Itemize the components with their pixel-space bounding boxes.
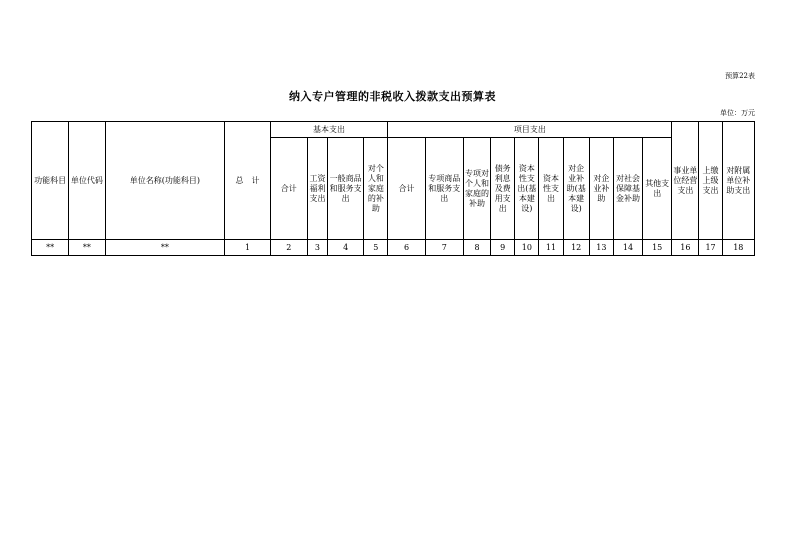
- table-cell: **: [32, 240, 69, 256]
- table-cell: 6: [388, 240, 425, 256]
- table-cell: **: [105, 240, 225, 256]
- header-special-personal-subsidy: 专项对个人和家庭的补助: [463, 138, 490, 240]
- header-business-expense: 事业单位经营支出: [672, 122, 699, 240]
- header-social-security-subsidy: 对社会保障基金补助: [613, 138, 642, 240]
- table-cell: 1: [225, 240, 270, 256]
- budget-table: [31, 121, 755, 256]
- table-cell: 5: [364, 240, 388, 256]
- table-cell: 11: [539, 240, 563, 256]
- table-cell: 4: [328, 240, 364, 256]
- unit-label: 单位：万元: [720, 109, 755, 117]
- header-basic-group: 基本支出: [270, 122, 388, 138]
- header-debt-interest: 债务利息及费用支出: [491, 138, 515, 240]
- table-cell: 8: [463, 240, 490, 256]
- table-cell: 2: [270, 240, 307, 256]
- header-unit-code: 单位代码: [69, 122, 105, 240]
- header-function-subject: 功能科目: [32, 122, 69, 240]
- header-special-goods-services: 专项商品和服务支出: [425, 138, 463, 240]
- table-row: [32, 240, 755, 256]
- header-superior-payment: 上缴上级支出: [699, 122, 722, 240]
- header-subsidiary-subsidy: 对附属单位补助支出: [722, 122, 754, 240]
- header-capital-expenditure: 资本性支出: [539, 138, 563, 240]
- header-personal-family-subsidy: 对个人和家庭的补助: [364, 138, 388, 240]
- page-title: 纳入专户管理的非税收入拨款支出预算表: [289, 90, 496, 103]
- header-basic-subtotal: 合计: [270, 138, 307, 240]
- header-unit-name: 单位名称(功能科目): [105, 122, 225, 240]
- header-other-expense: 其他支出: [643, 138, 672, 240]
- header-goods-services: 一般商品和服务支出: [328, 138, 364, 240]
- table-cell: 16: [672, 240, 699, 256]
- header-total: 总 计: [225, 122, 270, 240]
- table-cell: 9: [491, 240, 515, 256]
- table-cell: 12: [563, 240, 589, 256]
- table-cell: 17: [699, 240, 722, 256]
- table-cell: 7: [425, 240, 463, 256]
- table-cell: **: [69, 240, 105, 256]
- table-cell: 14: [613, 240, 642, 256]
- header-project-group: 项目支出: [388, 122, 672, 138]
- header-salary-welfare: 工资福利支出: [307, 138, 327, 240]
- table-cell: 15: [643, 240, 672, 256]
- header-capital-construction: 资本性支出(基本建设): [515, 138, 539, 240]
- table-cell: 13: [589, 240, 613, 256]
- header-project-subtotal: 合计: [388, 138, 425, 240]
- header-enterprise-subsidy-construction: 对企业补助(基本建设): [563, 138, 589, 240]
- table-cell: 3: [307, 240, 327, 256]
- form-code: 预算22表: [725, 72, 755, 80]
- table-cell: 10: [515, 240, 539, 256]
- header-enterprise-subsidy: 对企业补助: [589, 138, 613, 240]
- table-cell: 18: [722, 240, 754, 256]
